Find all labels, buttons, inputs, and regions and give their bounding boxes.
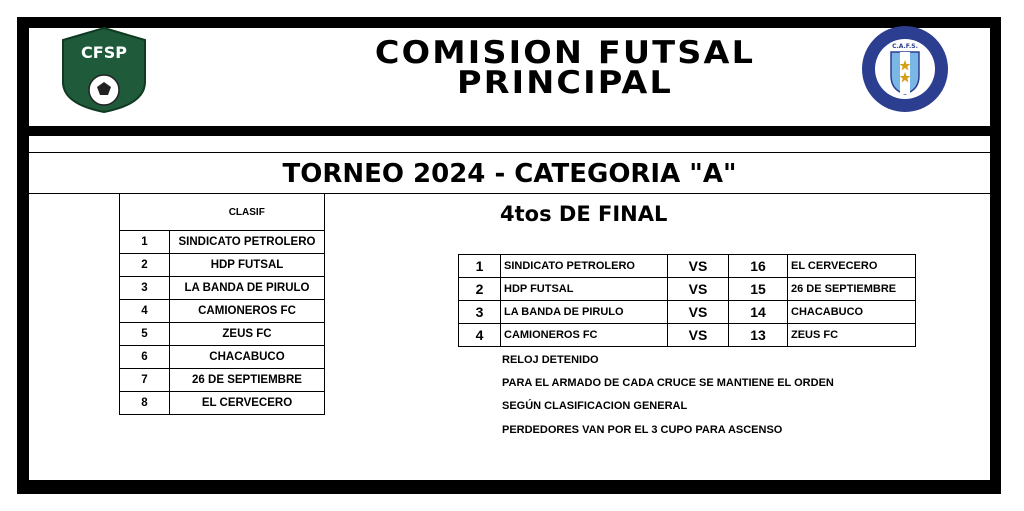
note-order: PARA EL ARMADO DE CADA CRUCE SE MANTIENE EL ORDEN bbox=[502, 377, 834, 389]
classification-header-row bbox=[120, 194, 325, 231]
classification-pos: 2 bbox=[120, 254, 170, 277]
match-vs: VS bbox=[668, 324, 729, 347]
classification-pos: 1 bbox=[120, 231, 170, 254]
match-team-a: CAMIONEROS FC bbox=[501, 324, 668, 347]
match-seed-b: 14 bbox=[729, 301, 788, 324]
classification-pos: 4 bbox=[120, 300, 170, 323]
match-team-b: EL CERVECERO bbox=[788, 255, 916, 278]
match-vs: VS bbox=[668, 278, 729, 301]
classification-pos: 6 bbox=[120, 346, 170, 369]
table-row bbox=[459, 301, 916, 324]
match-seed-a: 3 bbox=[459, 301, 501, 324]
table-row bbox=[120, 323, 325, 346]
match-team-a: LA BANDA DE PIRULO bbox=[501, 301, 668, 324]
match-seed-b: 16 bbox=[729, 255, 788, 278]
classification-pos: 3 bbox=[120, 277, 170, 300]
table-row bbox=[459, 255, 916, 278]
table-row bbox=[120, 369, 325, 392]
main-title-line2: PRINCIPAL bbox=[457, 65, 673, 101]
classification-team: HDP FUTSAL bbox=[170, 254, 325, 277]
table-row bbox=[120, 277, 325, 300]
classification-team: CHACABUCO bbox=[170, 346, 325, 369]
classification-header: CLASIF bbox=[170, 194, 325, 231]
match-vs: VS bbox=[668, 255, 729, 278]
table-row bbox=[459, 324, 916, 347]
table-row bbox=[459, 278, 916, 301]
match-team-b: CHACABUCO bbox=[788, 301, 916, 324]
table-row bbox=[120, 346, 325, 369]
cafs-logo-text: C.A.F.S. bbox=[892, 43, 918, 50]
main-title bbox=[311, 35, 819, 101]
match-team-b: ZEUS FC bbox=[788, 324, 916, 347]
classification-team: 26 DE SEPTIEMBRE bbox=[170, 369, 325, 392]
tournament-title: TORNEO 2024 - CATEGORIA "A" bbox=[282, 159, 737, 189]
classification-table bbox=[119, 194, 325, 415]
separator-top bbox=[29, 152, 990, 153]
cfsp-logo-text: CFSP bbox=[81, 43, 127, 62]
match-seed-b: 15 bbox=[729, 278, 788, 301]
cafs-logo bbox=[857, 24, 953, 114]
match-seed-a: 1 bbox=[459, 255, 501, 278]
matches-table bbox=[458, 254, 916, 347]
classification-pos: 5 bbox=[120, 323, 170, 346]
round-title: 4tos DE FINAL bbox=[500, 202, 668, 226]
classification-team: ZEUS FC bbox=[170, 323, 325, 346]
match-seed-a: 4 bbox=[459, 324, 501, 347]
classification-team: EL CERVECERO bbox=[170, 392, 325, 415]
note-stopped-clock: RELOJ DETENIDO bbox=[502, 354, 599, 366]
match-seed-b: 13 bbox=[729, 324, 788, 347]
main-title-line1: COMISION FUTSAL bbox=[374, 35, 756, 71]
classification-pos: 8 bbox=[120, 392, 170, 415]
classification-team: LA BANDA DE PIRULO bbox=[170, 277, 325, 300]
table-row bbox=[120, 231, 325, 254]
note-losers: PERDEDORES VAN POR EL 3 CUPO PARA ASCENSO bbox=[502, 424, 783, 436]
table-row bbox=[120, 392, 325, 415]
table-row bbox=[120, 300, 325, 323]
note-general-classification: SEGÚN CLASIFICACION GENERAL bbox=[502, 400, 688, 412]
match-vs: VS bbox=[668, 301, 729, 324]
table-row bbox=[120, 254, 325, 277]
match-team-a: HDP FUTSAL bbox=[501, 278, 668, 301]
classification-header-blank bbox=[120, 194, 170, 231]
match-team-b: 26 DE SEPTIEMBRE bbox=[788, 278, 916, 301]
classification-team: CAMIONEROS FC bbox=[170, 300, 325, 323]
classification-pos: 7 bbox=[120, 369, 170, 392]
match-team-a: SINDICATO PETROLERO bbox=[501, 255, 668, 278]
match-seed-a: 2 bbox=[459, 278, 501, 301]
classification-team: SINDICATO PETROLERO bbox=[170, 231, 325, 254]
cfsp-logo bbox=[59, 26, 149, 114]
